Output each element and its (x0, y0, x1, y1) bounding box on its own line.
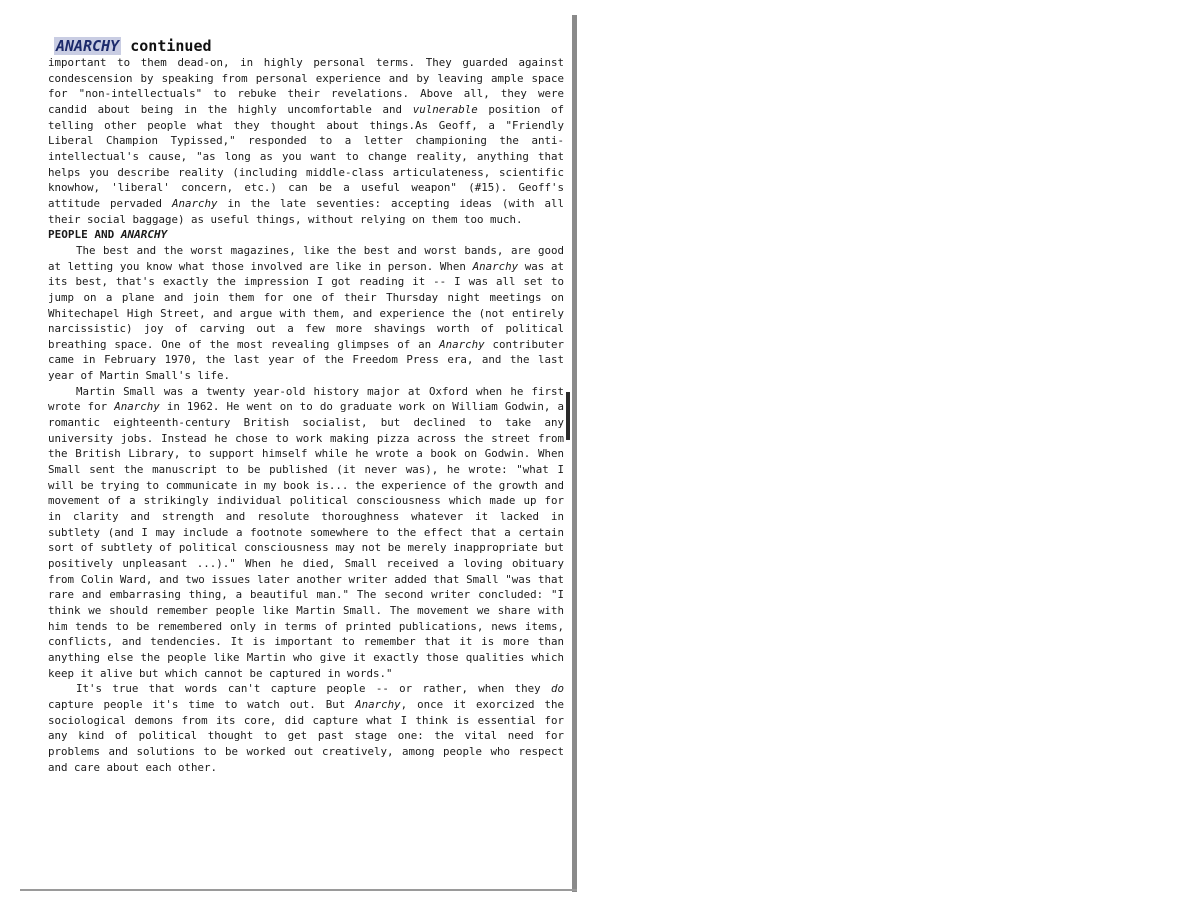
paragraph-3 (48, 384, 564, 681)
text-run: , once it exorcized the sociological demons from its core, did capture what I think is essential for any kind of political thought to get past stage one: the vital need for problems and solutions to be worked out creatively, among people who respect and care about each other. (48, 697, 564, 774)
page-edge-bottom (20, 889, 577, 891)
emphasis-run: Anarchy (114, 400, 160, 414)
page-edge-right (572, 15, 577, 892)
text-run: contributer came in February 1970, the last year of the Freedom Press era, and the last year of Martin Small's life. (48, 337, 564, 383)
emphasis-run: ANARCHY (120, 228, 168, 242)
emphasis-run: Anarchy (472, 259, 519, 273)
header-highlight: ANARCHY (56, 37, 120, 55)
paragraph-2 (48, 243, 564, 384)
text-run: The best and the worst magazines, like the best and worst bands, are good at letting you know what those involved are like in person. When (48, 243, 564, 273)
header-continued: continued (121, 37, 212, 55)
text-run: in 1962. He went on to do graduate work on William Godwin, a romantic eighteenth-century British socialist, but declined to take any university jobs. Instead he chose to work making pizza across the street from the British Library, to support himself while he wrote a book on Godwin. When Small sent the manuscript to be published (it never was), he wrote: "what I will be trying to communicate in my book is... the experience of the growth and movement of a strikingly individual political consciousness which made up for in clarity and strength and resolute thoroughness whatever it lacked in subtlety (and I may include a footnote somewhere to the effect that a certain sort of subtlety of political consciousness may not be merely inappropriate but positively unpleasant ...)." When he died, Small received a loving obituary from Colin Ward, and two issues later another writer added that Small "was that rare and embarrasing thing, a beautiful man." The second writer concluded: "I think we should remember people like Martin Small. The movement we share with him tends to be remembered only in terms of printed publications, news items, conflicts, and tendencies. It is important to remember that it is more than anything else the people like Martin who give it exactly those qualities which keep it alive but which cannot be captured in words." (48, 400, 564, 680)
emphasis-run: Anarchy (355, 697, 401, 711)
text-run: capture people it's time to watch out. But (48, 697, 356, 711)
article-body (48, 37, 564, 775)
text-run: was at its best, that's exactly the impression I got reading it -- I was all set to jump on a plane and join them for one of their Thursday night meetings on Whitechapel High Street, and argue with them, and experience the (not entirely narcissistic) joy of carving out a few more shavings worth of political breathing space. One of the most revealing glimpses of an (48, 259, 564, 351)
text-run: It's true that words can't capture people -- or rather, when they (76, 682, 551, 696)
text-run: PEOPLE AND (48, 228, 121, 242)
emphasis-run: do (550, 682, 564, 696)
emphasis-run: vulnerable (412, 102, 478, 116)
text-run: Martin Small was a twenty year-old history major at Oxford when he first wrote for (48, 384, 564, 414)
text-run: position of telling other people what they thought about things.As Geoff, a "Friendly Liberal Champion Typissed," responded to a letter championing the anti-intellectual's cause, "as long as you want to change reality, anything that helps you describe reality (including middle-class articulateness, scientific knowhow, 'liberal' concern, etc.) can be a useful weapon" (#15). Geoff's attitude pervaded (48, 102, 564, 210)
paragraph-1 (48, 55, 564, 227)
section-heading (48, 227, 564, 243)
page-header (54, 37, 564, 55)
text-run: in the late seventies: accepting ideas (with all their social baggage) as useful things, without relying on them too much. (48, 196, 564, 226)
paragraph-4 (48, 681, 564, 775)
emphasis-run: Anarchy (439, 337, 485, 351)
text-run: important to them dead-on, in highly personal terms. They guarded against condescension by speaking from personal experience and by leaving ample space for "non-intellectuals" to rebuke their revelations. Above all, they were candid about being in the highly uncomfortable and (48, 56, 564, 116)
emphasis-run: Anarchy (172, 196, 218, 210)
scan-artifact-mark (566, 392, 570, 440)
